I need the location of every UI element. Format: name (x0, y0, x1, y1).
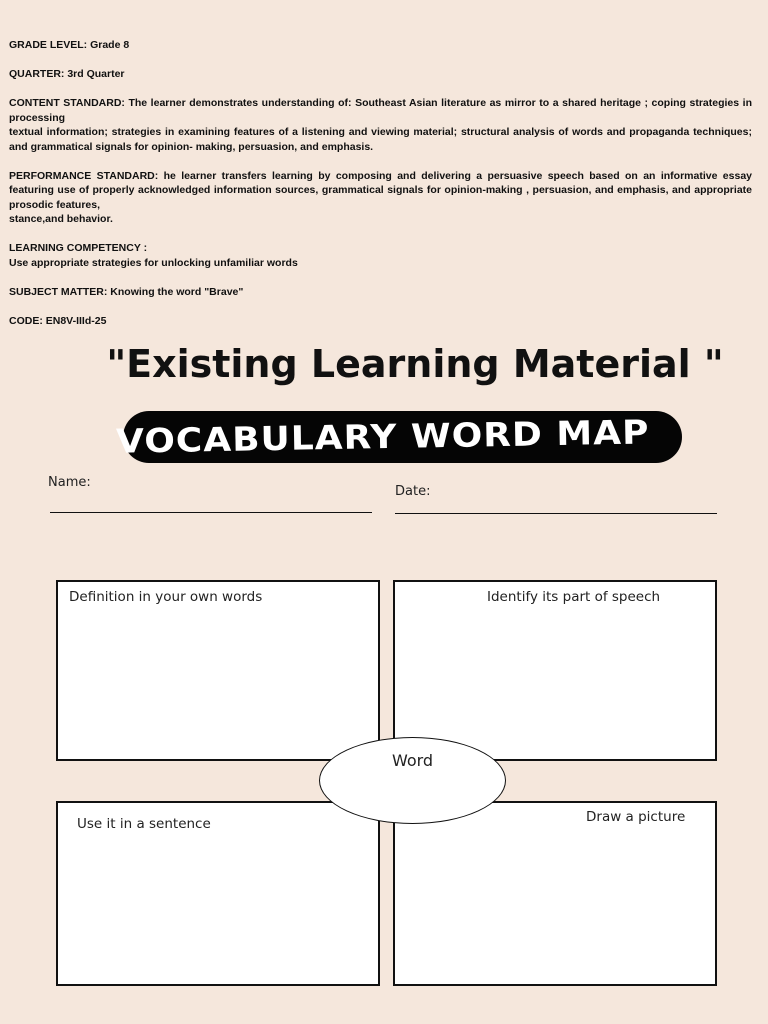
date-field[interactable] (395, 513, 717, 514)
grade-level: GRADE LEVEL: Grade 8 (9, 39, 130, 51)
learning-competency-text: Use appropriate strategies for unlocking unfamiliar words (9, 256, 298, 269)
learning-competency-label: LEARNING COMPETENCY : (9, 242, 148, 254)
part-of-speech-label: Identify its part of speech (487, 589, 661, 605)
picture-label: Draw a picture (586, 809, 686, 825)
code: CODE: EN8V-IIId-25 (9, 314, 107, 327)
name-label: Name: (48, 475, 91, 490)
sentence-box[interactable] (56, 801, 380, 986)
word-label: Word (391, 751, 434, 770)
page-title: "Existing Learning Material " (106, 342, 724, 386)
performance-standard-line-2: stance,and behavior. (9, 213, 113, 225)
word-map-banner (115, 411, 682, 463)
banner-title: VOCABULARY WORD MAP (115, 413, 650, 461)
subject-matter: SUBJECT MATTER: Knowing the word "Brave" (9, 285, 244, 298)
part-of-speech-box[interactable] (393, 580, 717, 761)
word-oval[interactable] (319, 737, 506, 824)
quarter: QUARTER: 3rd Quarter (9, 68, 125, 80)
content-standard (9, 96, 752, 154)
performance-standard (9, 169, 752, 227)
content-standard-line-2: textual information; strategies in examining features of a listening and viewing material; structural analysis of words and propaganda techniques; and grammatical signals for opinion- making, persuasion, and emphasis. (9, 126, 752, 153)
performance-standard-line-1: PERFORMANCE STANDARD: he learner transfers learning by composing and delivering a persuasive speech based on an informative essay featuring use of properly acknowledged information sources, grammatical signals for opinion-making , persuasion, and emphasis, and appropriate prosodic features, (9, 169, 752, 211)
lesson-info (9, 38, 752, 343)
learning-competency (9, 241, 752, 270)
picture-box[interactable] (393, 801, 717, 986)
definition-box[interactable] (56, 580, 380, 761)
definition-label: Definition in your own words (69, 589, 263, 605)
sentence-label: Use it in a sentence (77, 816, 211, 832)
date-label: Date: (395, 484, 431, 499)
content-standard-line-1: CONTENT STANDARD: The learner demonstrates understanding of: Southeast Asian literature as mirror to a shared heritage ; coping strategies in processing (9, 97, 752, 124)
name-field[interactable] (50, 512, 372, 513)
